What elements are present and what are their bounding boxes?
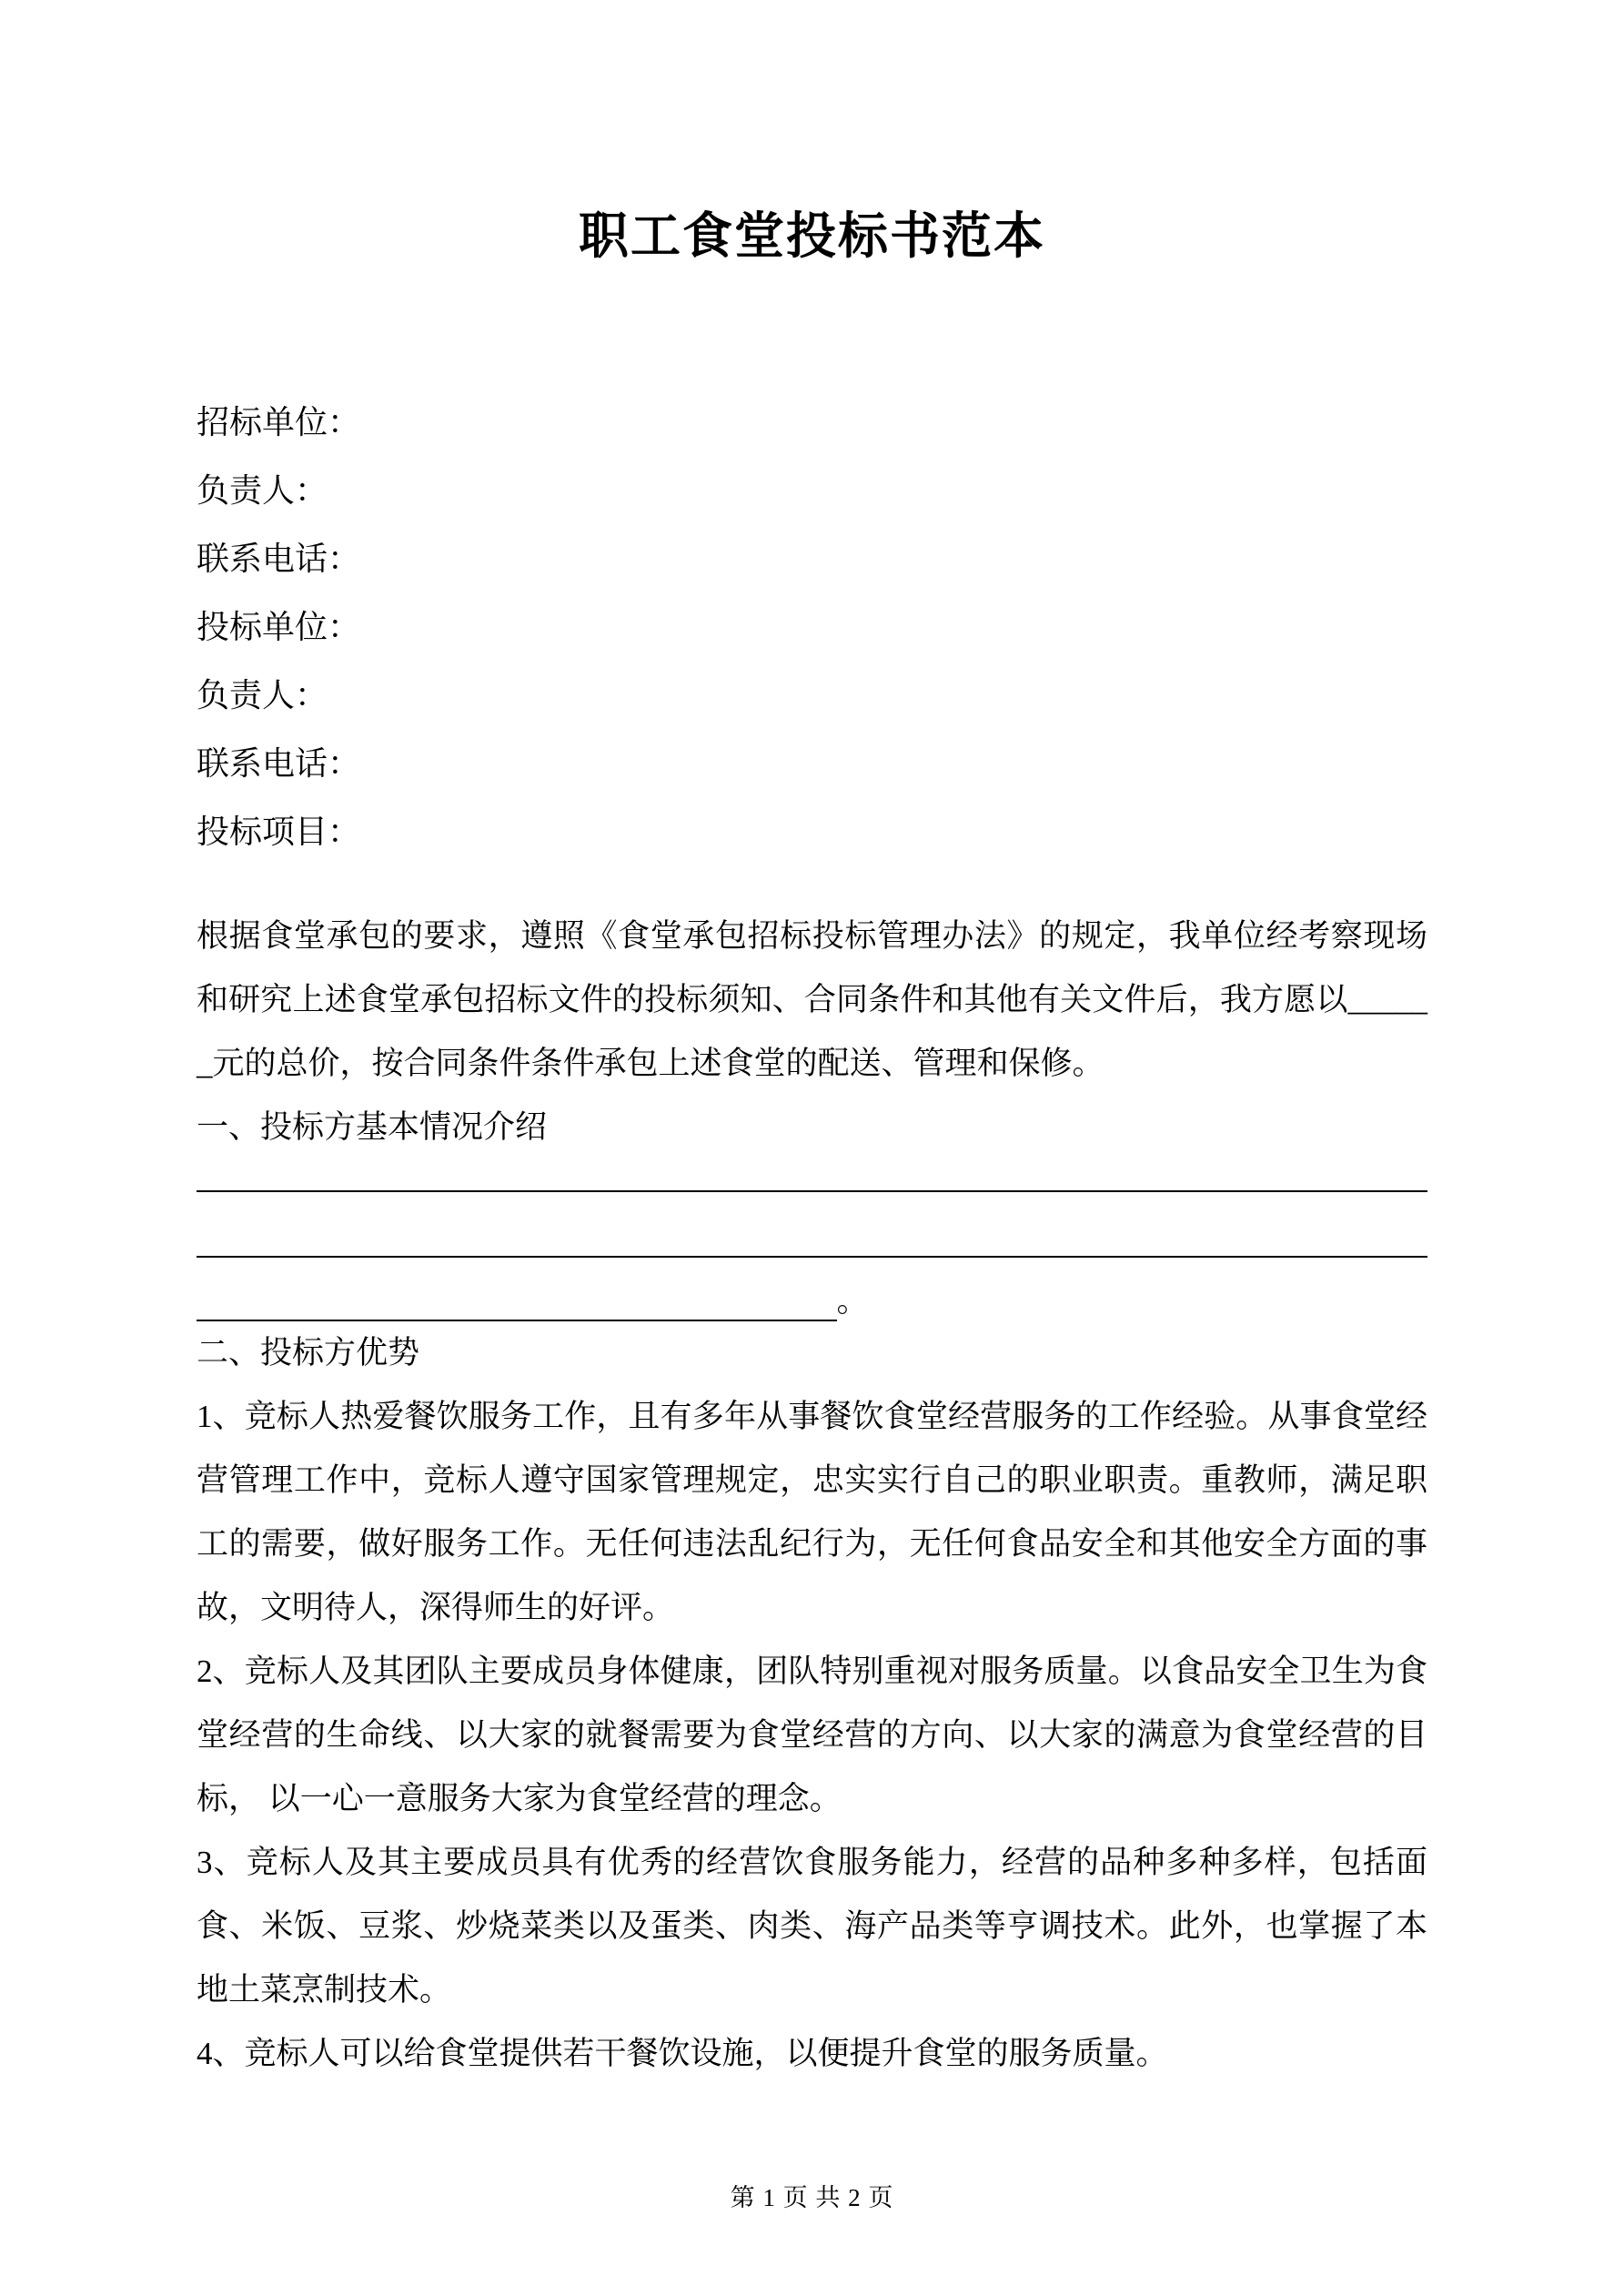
field-bid-unit [197,593,1427,662]
advantage-item-1: 1、竞标人热爱餐饮服务工作，且有多年从事餐饮食堂经营服务的工作经验。从事食堂经营管理工作中，竞标人遵守国家管理规定，忠实实行自己的职业职责。重教师，满足职工的需要，做好服务工作。无任何违法乱纪行为，无任何食品安全和其他安全方面的事故，文明待人，深得师生的好评。 [197,1399,1427,1625]
blank-line-period: 。 [836,1283,869,1319]
field-bid-project [197,798,1427,866]
document-body [197,905,1427,2086]
fill-in-blank-line-1 [197,1159,1427,1192]
document-title: 职工食堂投标书范本 [578,208,1045,264]
field-tender-contact-person [197,457,1427,525]
fill-in-blank-line-3 [197,1258,1427,1321]
fill-in-blank-rule [197,1256,837,1321]
advantage-item-4: 4、竞标人可以给食堂提供若干餐饮设施，以便提升食堂的服务质量。 [197,2036,1168,2071]
field-bid-contact-person [197,662,1427,730]
field-tender-contact-person-label: 负责人： [197,472,328,509]
page-number-footer: 第 1 页 共 2 页 [730,2184,894,2211]
field-tender-phone-label: 联系电话： [197,541,361,577]
field-bid-phone-label: 联系电话： [197,745,361,782]
field-tender-phone [197,525,1427,593]
section2-heading: 二、投标方优势 [197,1335,420,1371]
field-bid-phone [197,730,1427,798]
field-bid-project-label: 投标项目： [197,814,361,850]
advantage-item-3: 3、竞标人及其主要成员具有优秀的经营饮食服务能力，经营的品种多种多样，包括面食、米饭、豆浆、炒烧菜类以及蛋类、肉类、海产品类等亨调技术。此外，也掌握了本地土菜烹制技术。 [197,1845,1427,2008]
advantage-item-2: 2、竞标人及其团队主要成员身体健康，团队特别重视对服务质量。以食品安全卫生为食堂经营的生命线、以大家的就餐需要为食堂经营的方向、以大家的满意为食堂经营的目标， 以一心一意服务大家为食堂经营的理念。 [197,1654,1427,1816]
field-bid-contact-person-label: 负责人： [197,677,328,713]
header-fields [197,389,1427,866]
section1-heading: 一、投标方基本情况介绍 [197,1109,548,1145]
field-bid-unit-label: 投标单位： [197,609,361,645]
field-tender-unit [197,389,1427,457]
intro-paragraph: 根据食堂承包的要求，遵照《食堂承包招标投标管理办法》的规定，我单位经考察现场和研究上述食堂承包招标文件的投标须知、合同条件和其他有关文件后，我方愿以______元的总价，按合同条件条件承包上述食堂的配送、管理和保修。 [197,918,1427,1081]
fill-in-blank-line-2 [197,1192,1427,1258]
field-tender-unit-label: 招标单位： [197,404,361,440]
